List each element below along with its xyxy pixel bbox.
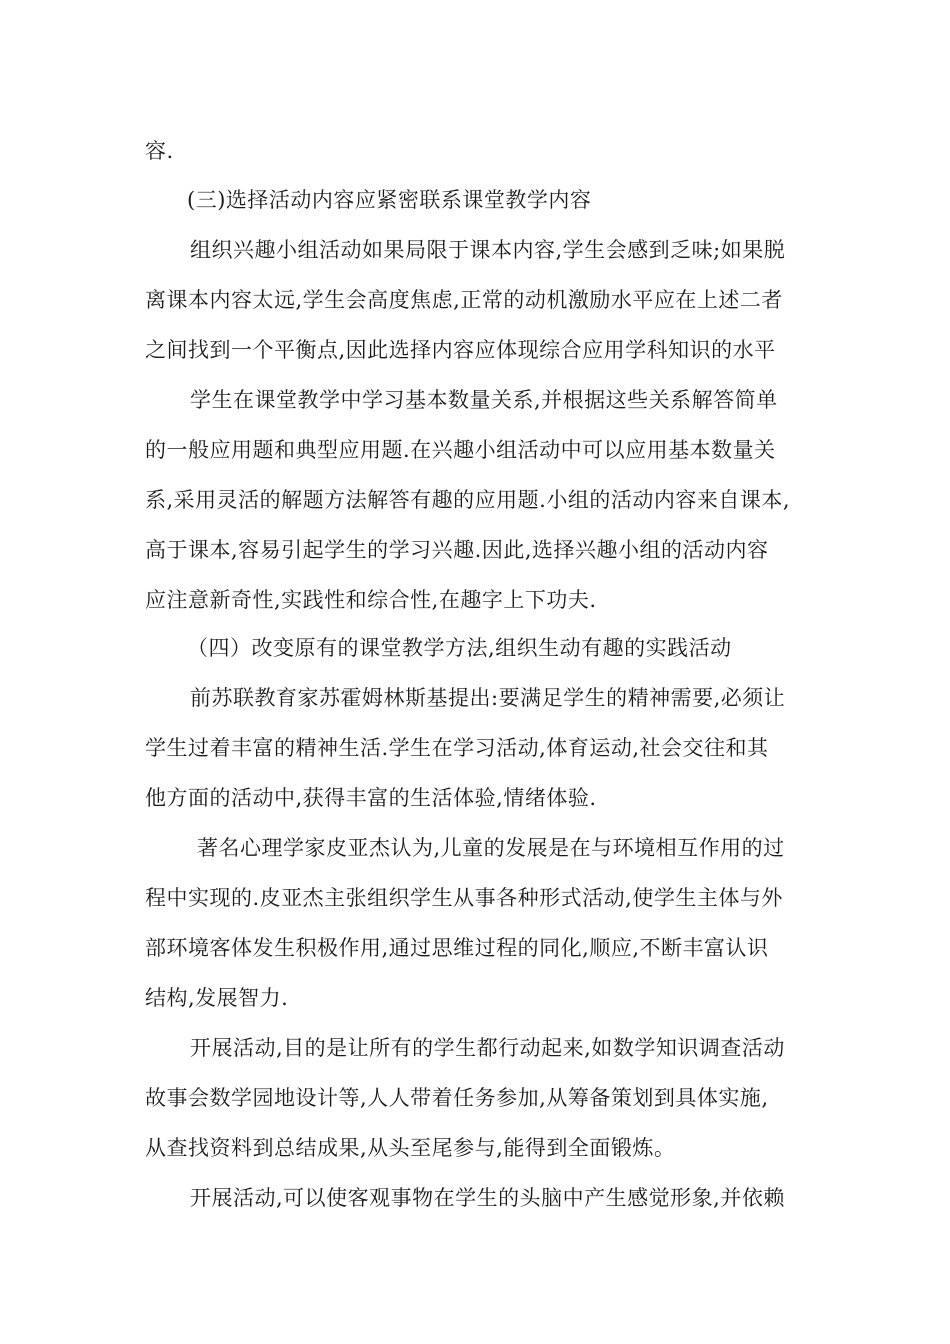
text-line: 部环境客体发生积极作用,通过思维过程的同化,顺应,不断丰富认识 [145, 936, 769, 960]
text-line: 他方面的活动中,获得丰富的生活体验,情绪体验. [145, 786, 597, 810]
text-line: 结构,发展智力. [145, 986, 289, 1010]
section-heading: (三)选择活动内容应紧密联系课堂教学内容 [187, 188, 592, 212]
text-line: 学生在课堂教学中学习基本数量关系,并根据这些关系解答简单 [190, 388, 778, 412]
text-line: 开展活动,目的是让所有的学生都行动起来,如数学知识调查活动 [190, 1036, 785, 1060]
text-line: 故事会数学园地设计等,人人带着任务参加,从筹备策划到具体实施, [145, 1086, 769, 1110]
text-line: 离课本内容太远,学生会高度焦虑,正常的动机激励水平应在上述二者 [145, 288, 783, 312]
text-line: 之间找到一个平衡点,因此选择内容应体现综合应用学科知识的水平 [145, 338, 776, 362]
text-line: 应注意新奇性,实践性和综合性,在趣字上下功夫. [145, 588, 597, 612]
text-line: 程中实现的.皮亚杰主张组织学生从事各种形式活动,使学生主体与外 [145, 886, 783, 910]
text-line: 开展活动,可以使客观事物在学生的头脑中产生感觉形象,并依赖 [190, 1186, 785, 1210]
text-line: 前苏联教育家苏霍姆林斯基提出:要满足学生的精神需要,必须让 [190, 686, 786, 710]
text-line: 容. [145, 139, 174, 163]
text-line: 学生过着丰富的精神生活.学生在学习活动,体育运动,社会交往和其 [145, 736, 769, 760]
text-line: 的一般应用题和典型应用题.在兴趣小组活动中可以应用基本数量关 [145, 438, 776, 462]
text-line: 高于课本,容易引起学生的学习兴趣.因此,选择兴趣小组的活动内容 [145, 538, 769, 562]
section-heading: （四）改变原有的课堂教学方法,组织生动有趣的实践活动 [187, 636, 732, 660]
text-line: 从查找资料到总结成果,从头至尾参与,能得到全面锻炼。 [145, 1136, 676, 1160]
text-line: 组织兴趣小组活动如果局限于课本内容,学生会感到乏味;如果脱 [190, 238, 786, 262]
text-line: 系,采用灵活的解题方法解答有趣的应用题.小组的活动内容来自课本, [145, 488, 791, 512]
text-line: 著名心理学家皮亚杰认为,儿童的发展是在与环境相互作用的过 [197, 836, 785, 860]
